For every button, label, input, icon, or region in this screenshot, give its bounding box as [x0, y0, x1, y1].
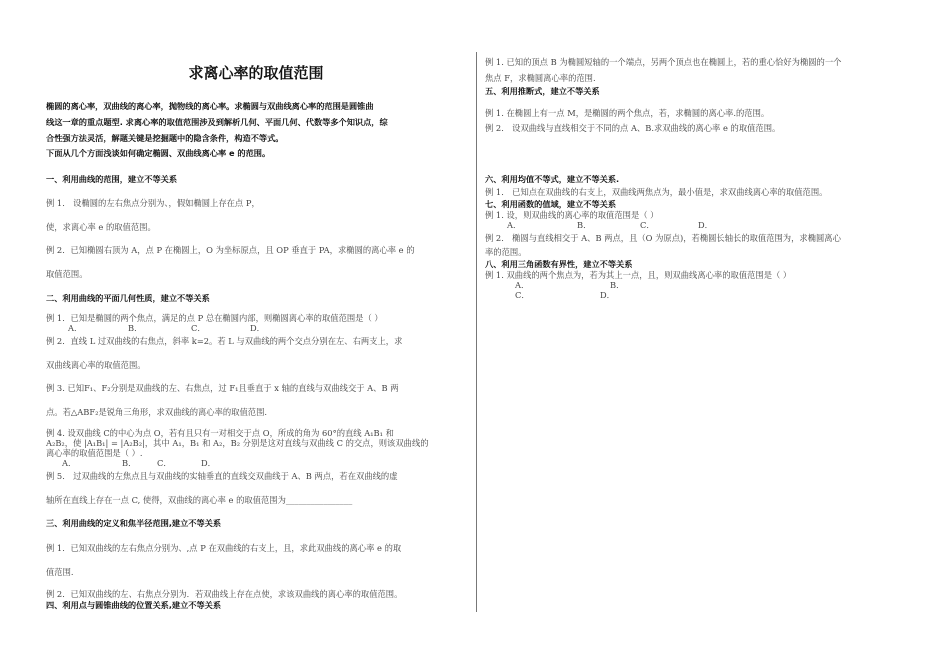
option-b: B． [128, 323, 143, 333]
s3-example-2: 例 2．已知双曲线的左、右焦点分别为．若双曲线上存在点使，求该双曲线的离心率的取值范围。 [46, 589, 403, 599]
s2-example-2-line-2: 双曲线离心率的取值范围。 [46, 360, 146, 370]
s4-example-1-line-1: 例 1. 已知的顶点 B 为椭圆短轴的一个端点，另两个顶点也在椭圆上，若的重心恰好为椭圆的一个 [485, 57, 842, 67]
s7-example-1: 例 1. 设，则双曲线的离心率的取值范围是（ ） [485, 210, 659, 220]
section-7-heading: 七、利用函数的值域，建立不等关系 [485, 199, 617, 209]
section-3-heading: 三、利用曲线的定义和焦半径范围,建立不等关系 [46, 518, 222, 528]
intro-line-2: 线这一章的重点题型. 求离心率的取值范围涉及到解析几何、平面几何、代数等多个知识点，综 [46, 117, 388, 127]
section-5-heading: 五、利用推断式，建立不等关系 [485, 86, 600, 96]
s5-example-2: 例 2． 设双曲线与直线相交于不同的点 A、B.求双曲线的离心率 e 的取值范围。 [485, 123, 781, 133]
page-title: 求离心率的取值范围 [188, 64, 324, 82]
option-a: A． [515, 280, 530, 290]
s3-example-1-line-1: 例 1．已知双曲线的左右焦点分别为、,点 P 在双曲线的右支上，且，求此双曲线的离心率 e 的取 [46, 543, 402, 553]
option-b: B． [122, 458, 137, 468]
s2-example-2-line-1: 例 2．直线 L 过双曲线的右焦点，斜率 k=2。若 L 与双曲线的两个交点分别在左、右两支上，求 [46, 336, 403, 346]
s8-example-1: 例 1. 双曲线的两个焦点为，若为其上一点，且，则双曲线离心率的取值范围是（ ） [485, 270, 792, 280]
section-4-heading: 四、利用点与圆锥曲线的位置关系,建立不等关系 [46, 600, 222, 610]
section-6-heading: 六、利用均值不等式，建立不等关系. [485, 174, 620, 184]
s2-example-1: 例 1．已知是椭圆的两个焦点，满足的点 P 总在椭圆内部，则椭圆离心率的取值范围是（ ） [46, 313, 383, 323]
section-2-heading: 二、利用曲线的平面几何性质，建立不等关系 [46, 293, 210, 303]
option-b: B． [577, 220, 592, 230]
section-8-heading: 八、利用三角函数有界性，建立不等关系 [485, 259, 633, 269]
option-a: A． [507, 220, 522, 230]
option-d: D． [250, 323, 265, 333]
option-d: D． [600, 290, 615, 300]
s2-example-4-line-3: 离心率的取值范围是（ ）. [46, 448, 143, 458]
intro-line-3: 合性强方法灵活，解题关键是挖掘题中的隐含条件，构造不等式。 [46, 133, 284, 143]
s2-example-5-line-2: 轴所在直线上存在一点 C, 使得，双曲线的离心率 e 的取值范围为________________ [46, 495, 353, 505]
s3-example-1-line-2: 值范围. [46, 567, 74, 577]
s5-example-1: 例 1. 在椭圆上有一点 M，是椭圆的两个焦点，若，求椭圆的离心率.的范围。 [485, 108, 770, 118]
option-a: A． [62, 458, 77, 468]
s1-example-2-line-2: 取值范围。 [46, 269, 88, 279]
s1-example-2-line-1: 例 2．已知椭圆右顶为 A，点 P 在椭圆上，O 为坐标原点，且 OP 垂直于 PA，求椭圆的离心率 e 的 [46, 245, 415, 255]
option-c: C． [191, 323, 206, 333]
option-c: C． [640, 220, 655, 230]
s4-example-1-line-2: 焦点 F，求椭圆离心率的范围. [485, 73, 596, 83]
option-b: B． [610, 280, 625, 290]
s7-example-2-line-2: 率的范围。 [485, 247, 527, 257]
s2-example-4-line-1: 例 4. 设双曲线 C的中心为点 O，若有且只有一对相交于点 O，所成的角为 60°的直线 A₁B₁ 和 [46, 428, 394, 438]
option-d: D． [698, 220, 713, 230]
s1-example-1-line-1: 例 1． 设椭圆的左右焦点分别为、，假如椭圆上存在点 P， [46, 198, 260, 208]
intro-line-4: 下面从几个方面浅谈如何确定椭圆、双曲线离心率 e 的范围。 [46, 148, 271, 158]
s1-example-1-line-2: 使，求离心率 e 的取值范围。 [46, 222, 156, 232]
option-c: C． [515, 290, 530, 300]
s2-example-3-line-1: 例 3. 已知F₁、F₂分别是双曲线的左、右焦点，过 F₁且垂直于 x 轴的直线与双曲线交于 A、B 两 [46, 383, 399, 393]
column-divider [476, 52, 477, 612]
option-a: A． [68, 323, 83, 333]
s7-example-2-line-1: 例 2． 椭圆与直线相交于 A、B 两点，且（O 为原点)，若椭圆长轴长的取值范围为，求椭圆离心 [485, 233, 841, 243]
s2-example-4-line-2: A₂B₂，使 |A₁B₁| = |A₂B₂|，其中 A₁，B₁ 和 A₂，B₂ 分别是这对直线与双曲线 C 的交点，则该双曲线的 [46, 438, 429, 448]
intro-line-1: 椭圆的离心率，双曲线的离心率，抛物线的离心率。求椭圆与双曲线离心率的范围是圆锥曲 [46, 101, 374, 111]
s6-example-1: 例 1． 已知点在双曲线的右支上，双曲线两焦点为，最小值是，求双曲线离心率的取值范围。 [485, 187, 828, 197]
option-c: C． [157, 458, 172, 468]
option-d: D． [201, 458, 216, 468]
section-1-heading: 一、利用曲线的范围，建立不等关系 [46, 174, 178, 184]
s2-example-3-line-2: 点。若△ABF₂是锐角三角形，求双曲线的离心率的取值范围. [46, 407, 268, 417]
s2-example-5-line-1: 例 5． 过双曲线的左焦点且与双曲线的实轴垂直的直线交双曲线于 A、B 两点，若在双曲线的虚 [46, 471, 398, 481]
